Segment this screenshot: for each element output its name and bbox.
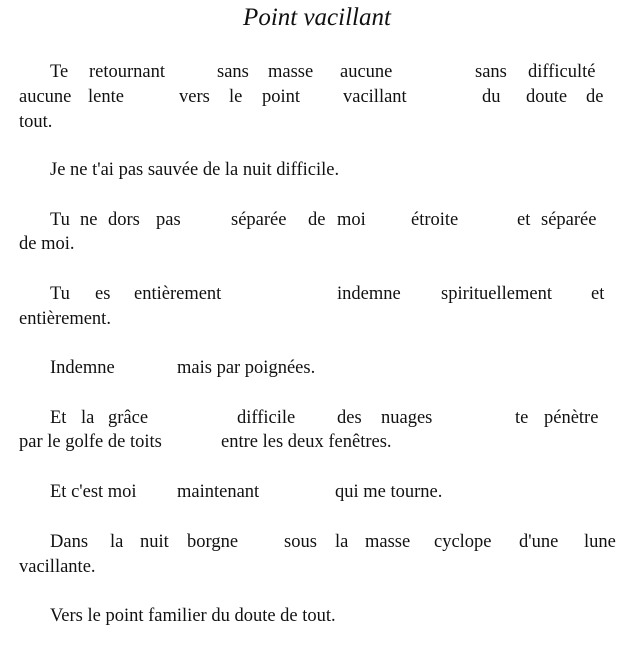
poem-text: pénètre	[544, 408, 599, 428]
poem-line	[19, 110, 607, 134]
poem-text: point	[262, 87, 301, 107]
poem-text: aucune	[340, 62, 393, 82]
poem-line	[19, 232, 607, 256]
poem-text: borgne	[187, 532, 239, 552]
poem-text: de	[308, 210, 326, 230]
poem-text: d'une	[519, 532, 559, 552]
poem-text: de moi.	[19, 234, 75, 254]
poem-line	[19, 430, 607, 454]
poem-text: Je ne t'ai pas sauvée de la nuit difficile.	[50, 160, 340, 180]
poem-line	[19, 307, 607, 331]
poem-text: des	[337, 408, 362, 428]
poem-line	[19, 530, 616, 554]
poem-text: spirituellement	[441, 284, 552, 304]
poem-title: Point vacillant	[243, 4, 391, 31]
poem-text: Dans	[50, 532, 89, 552]
poem-text: sans	[475, 62, 507, 82]
poem-line	[19, 480, 607, 504]
poem-text: vers	[179, 87, 210, 107]
poem-text: cyclope	[434, 532, 492, 552]
poem-line	[19, 356, 607, 380]
poem-text: de	[586, 87, 604, 107]
poem-text: lune	[584, 532, 616, 552]
poem-text: doute	[526, 87, 568, 107]
poem-text: Te	[50, 62, 69, 82]
poem-text: du	[482, 87, 501, 107]
poem-text: tout.	[19, 112, 53, 132]
poem-line	[19, 555, 607, 579]
poem-text: par le golfe de toits	[19, 432, 162, 452]
poem-text: sous	[284, 532, 317, 552]
poem-text: la	[335, 532, 349, 552]
poem-text: entièrement	[134, 284, 222, 304]
poem-text: difficulté	[528, 62, 596, 82]
poem-text: difficile	[237, 408, 296, 428]
poem-text: étroite	[411, 210, 459, 230]
poem-text: et	[517, 210, 531, 230]
poem-text: pas	[156, 210, 181, 230]
poem-text: séparée	[231, 210, 287, 230]
poem-line	[19, 604, 607, 628]
poem-text: Et	[50, 408, 67, 428]
poem-text: Indemne	[50, 358, 115, 378]
poem-line	[19, 406, 607, 430]
poem-text: moi	[337, 210, 366, 230]
poem-text: la	[81, 408, 95, 428]
poem-text: maintenant	[177, 482, 260, 502]
poem-text: Vers le point familier du doute de tout.	[50, 606, 336, 626]
poem-line	[19, 282, 607, 306]
poem-text: mais par poignées.	[177, 358, 316, 378]
poem-text: la	[110, 532, 124, 552]
poem-text: séparée	[541, 210, 597, 230]
poem-text: retournant	[89, 62, 166, 82]
poem-text: et	[591, 284, 605, 304]
poem-text: entièrement.	[19, 309, 111, 329]
poem-text: te	[515, 408, 529, 428]
poem-text: masse	[268, 62, 314, 82]
poem-text: entre les deux fenêtres.	[221, 432, 392, 452]
poem-text: sans	[217, 62, 249, 82]
poem-line	[19, 158, 607, 182]
poem-text: aucune	[19, 87, 72, 107]
poem-line	[19, 208, 607, 232]
poem-text: lente	[88, 87, 124, 107]
poem-line	[19, 60, 607, 84]
poem-text: qui me tourne.	[335, 482, 443, 502]
poem-text: nuit	[140, 532, 169, 552]
poem-text: vacillante.	[19, 557, 96, 577]
poem-text: es	[95, 284, 111, 304]
poem-text: indemne	[337, 284, 401, 304]
poem-text: Et c'est moi	[50, 482, 137, 502]
poem-text: ne	[80, 210, 98, 230]
poem-text: dors	[108, 210, 140, 230]
poem-text: grâce	[108, 408, 149, 428]
poem-text: vacillant	[343, 87, 407, 107]
poem-text: Tu	[50, 284, 70, 304]
poem-text: Tu	[50, 210, 70, 230]
poem-text: le	[229, 87, 243, 107]
poem-text: nuages	[381, 408, 433, 428]
poem-line	[19, 85, 607, 109]
poem-text: masse	[365, 532, 411, 552]
